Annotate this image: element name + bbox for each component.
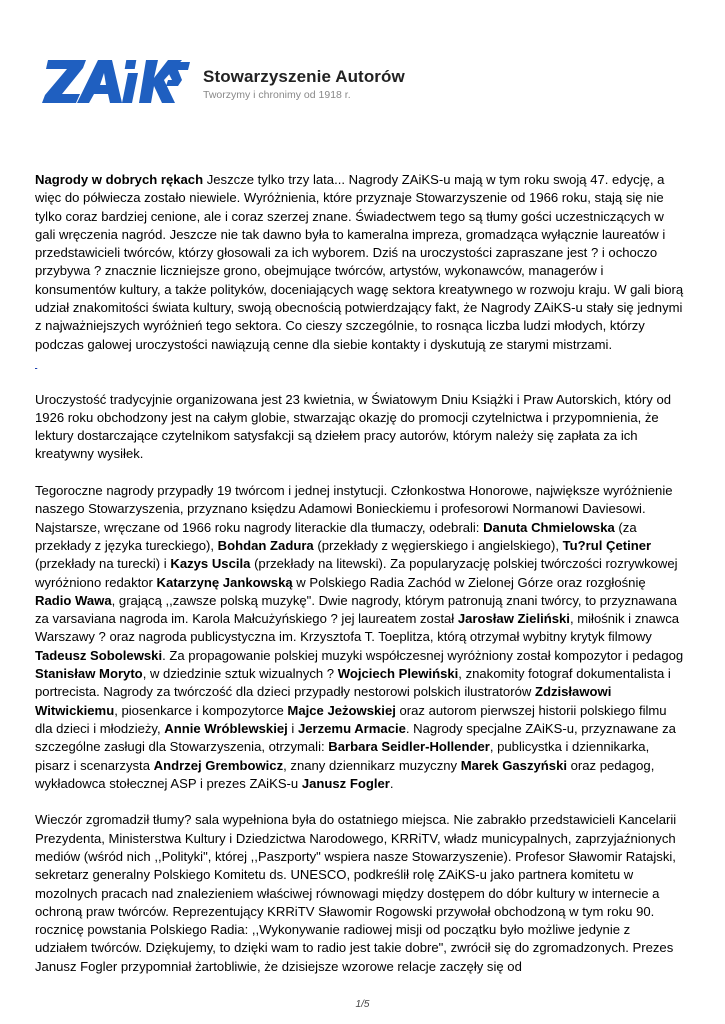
paragraph-4 <box>35 811 685 976</box>
text-run: (za przekłady z języka tureckiego), <box>35 519 637 553</box>
bold-name: Radio Wawa <box>35 592 112 608</box>
text-run: Jeszcze tylko trzy lata... Nagrody ZAiKS-u mają w tym roku swoją 47. edycję, a więc do półwiecza zostało niewiele. Wyróżnienia, które przyznaje Stowarzyszenie od 1966 roku, stają się nie tylko coraz bardziej cenione, ale i coraz szerzej znane. Świadectwem tego są tłumy gości uczestniczących w gali wręczenia nagród. Jeszcze nie tak dawno była to kameralna impreza, gromadząca wyłącznie laureatów i przedstawicieli twórców, którzy głosowali za ich wyborem. Dziś na uroczystości zapraszane jest ? i ochoczo przybywa ? znacznie liczniejsze grono, obejmujące twórców, artystów, wykonawców, managerów i konsumentów kultury, a także polityków, doceniających wagę sektora kreatywnego w rozwoju kraju. W gali biorą udział znakomitości świata kultury, swoją obecnością potwierdzający fakt, że Nagrody ZAiKS-u stały się jednymi z najważniejszych wyróżnień tego sektora. Co cieszy szczególnie, to rosnąca liczba ludzi młodych, którzy podczas galowej uroczystości nawiązują cenne dla siebie kontakty i dyskutują ze starymi mistrzami. <box>35 172 684 352</box>
text-run: , grającą ,,zawsze polską muzykę". Dwie nagrody, którym patronują znani twórcy, to przyznawana za varsaviana nagroda im. Karola Małcużyńskiego ? jej laureatem został <box>35 592 677 627</box>
paragraph-1 <box>35 171 685 354</box>
text-run: w Polskiego Radia Zachód w Zielonej Górze oraz rozgłośnię <box>292 574 646 590</box>
text-run: (przekłady z węgierskiego i angielskiego), <box>313 537 563 553</box>
bold-name: Tu?rul Çetiner <box>562 537 652 553</box>
paragraph-2 <box>35 391 685 464</box>
text-run: Uroczystość tradycyjnie organizowana jest 23 kwietnia, w Światowym Dniu Książki i Praw Autorskich, który od 1926 roku obchodzony jest na całym globie, stwarzając okazję do promocji czytelnictwa i przypomnienia, że lektury dostarczające czytelnikom satysfakcji są dziełem pracy autorów, którym należy się zapłata za ich kreatywny wysiłek. <box>35 391 672 462</box>
text-run: . Za propagowanie polskiej muzyki współczesnej wyróżniony został kompozytor i pedagog <box>162 647 684 663</box>
text-run: Wieczór zgromadził tłumy? sala wypełniona była do ostatniego miejsca. Nie zabrakło przedstawicieli Kancelarii Prezydenta, Ministerstwa Kultury i Dziedzictwa Narodowego, KRRiTV, władz municypalnych, zaprzyjaźnionych mediów (wśród nich ,,Polityki", której ,,Paszporty" wspiera nasze Stowarzyszenie). Profesor Sławomir Ratajski, sekretarz generalny Polskiego Komitetu ds. UNESCO, podkreślił rolę ZAiKS-u jako partnera komitetu w mozolnych pracach nad znalezieniem właściwej równowagi między dostępem do dóbr kultury w internecie a ochroną praw twórców. Reprezentujący KRRiTV Sławomir Rogowski przywołał obchodzoną w tym roku 90. rocznicę powstania Polskiego Radia: ,,Wykonywanie radiowej misji od początku było możliwe jedynie z udziałem twórców. Dziękujemy, to dzięki wam to radio jest takie dobre", zwrócił się do zgromadzonych. Prezes Janusz Fogler przypomniał żartobliwie, że dzisiejsze wzorowe relacje zaczęły się od <box>35 812 677 974</box>
bold-name: Zdzisławowi Witwickiemu <box>35 684 612 718</box>
page-number: 1/5 <box>355 999 370 1010</box>
org-tagline: Tworzymy i chronimy od 1918 r. <box>203 89 351 101</box>
bold-name: Barbara Seidler-Hollender <box>328 739 490 755</box>
zaiks-logo <box>42 56 190 106</box>
bold-name: Wojciech Plewiński <box>337 666 459 682</box>
text-run: , znany dziennikarz muzyczny <box>283 757 461 773</box>
text-run: , publicystka i dziennikarka, pisarz i scenarzysta <box>35 739 650 773</box>
bold-name: Tadeusz Sobolewski <box>35 647 163 663</box>
text-run: Tegoroczne nagrody przypadły 19 twórcom i jednej instytucji. Członkostwa Honorowe, największe wyróżnienie naszego Stowarzyszenia, przyznano księdzu Adamowi Bonieckiemu i profesorowi Normanowi Daviesowi. Najstarsze, wręczane od 1966 roku nagrody literackie dla tłumaczy, odebrali: <box>35 483 673 535</box>
text-run: , miłośnik i znawca Warszawy ? oraz nagroda publicystyczna im. Krzysztofa T. Toeplitza, którą otrzymał wybitny krytyk filmowy <box>35 611 680 645</box>
bold-name: Jarosław Zieliński <box>457 611 570 627</box>
text-run: . Nagrody specjalne ZAiKS-u, przyznawane za szczególne zasługi dla Stowarzyszenia, otrzymali: <box>35 720 676 755</box>
text-run: (przekłady na turecki) i <box>35 556 171 572</box>
bold-name: Majce Jeżowskiej <box>287 702 396 718</box>
page-header <box>42 56 462 108</box>
paragraph-3 <box>35 482 685 793</box>
org-name: Stowarzyszenie Autorów <box>203 67 405 86</box>
text-run: , znakomity fotograf dokumentalista i portrecista. Nagrody za twórczość dla dzieci przypadły nestorowi polskich ilustratorów <box>35 666 671 700</box>
paragraph-1-link-mark[interactable] <box>35 354 685 372</box>
text-run: (przekłady na litewski). Za popularyzację polskiej twórczości rozrywkowej wyróżniono redaktor <box>35 556 678 590</box>
article-body <box>35 171 685 994</box>
bold-name: Marek Gaszyński <box>460 757 567 773</box>
bold-name: Kazys Uscila <box>170 556 251 572</box>
text-run: oraz autorom pierwszej historii polskiego filmu dla dzieci i młodzieży, <box>35 702 667 736</box>
bold-name: Nagrody w dobrych rękach <box>35 172 204 187</box>
text-run: . <box>389 775 394 791</box>
bold-name: Jerzemu Armacie <box>297 720 406 736</box>
bold-name: Stanisław Moryto <box>35 666 143 682</box>
bold-name: Danuta Chmielowska <box>483 519 615 535</box>
bold-name: Andrzej Grembowicz <box>153 757 284 773</box>
bold-name: Annie Wróblewskiej <box>164 720 288 736</box>
text-run: , w dziedzinie sztuk wizualnych ? <box>142 666 338 682</box>
bold-name: Janusz Fogler <box>301 775 390 791</box>
bold-name: Bohdan Zadura <box>217 537 314 553</box>
text-run: oraz pedagog, wykładowca stołecznej ASP i prezes ZAiKS-u <box>35 757 655 791</box>
bold-name: Katarzynę Jankowską <box>156 574 293 590</box>
text-run: , piosenkarce i kompozytorce <box>114 702 288 718</box>
text-run: i <box>287 720 298 736</box>
